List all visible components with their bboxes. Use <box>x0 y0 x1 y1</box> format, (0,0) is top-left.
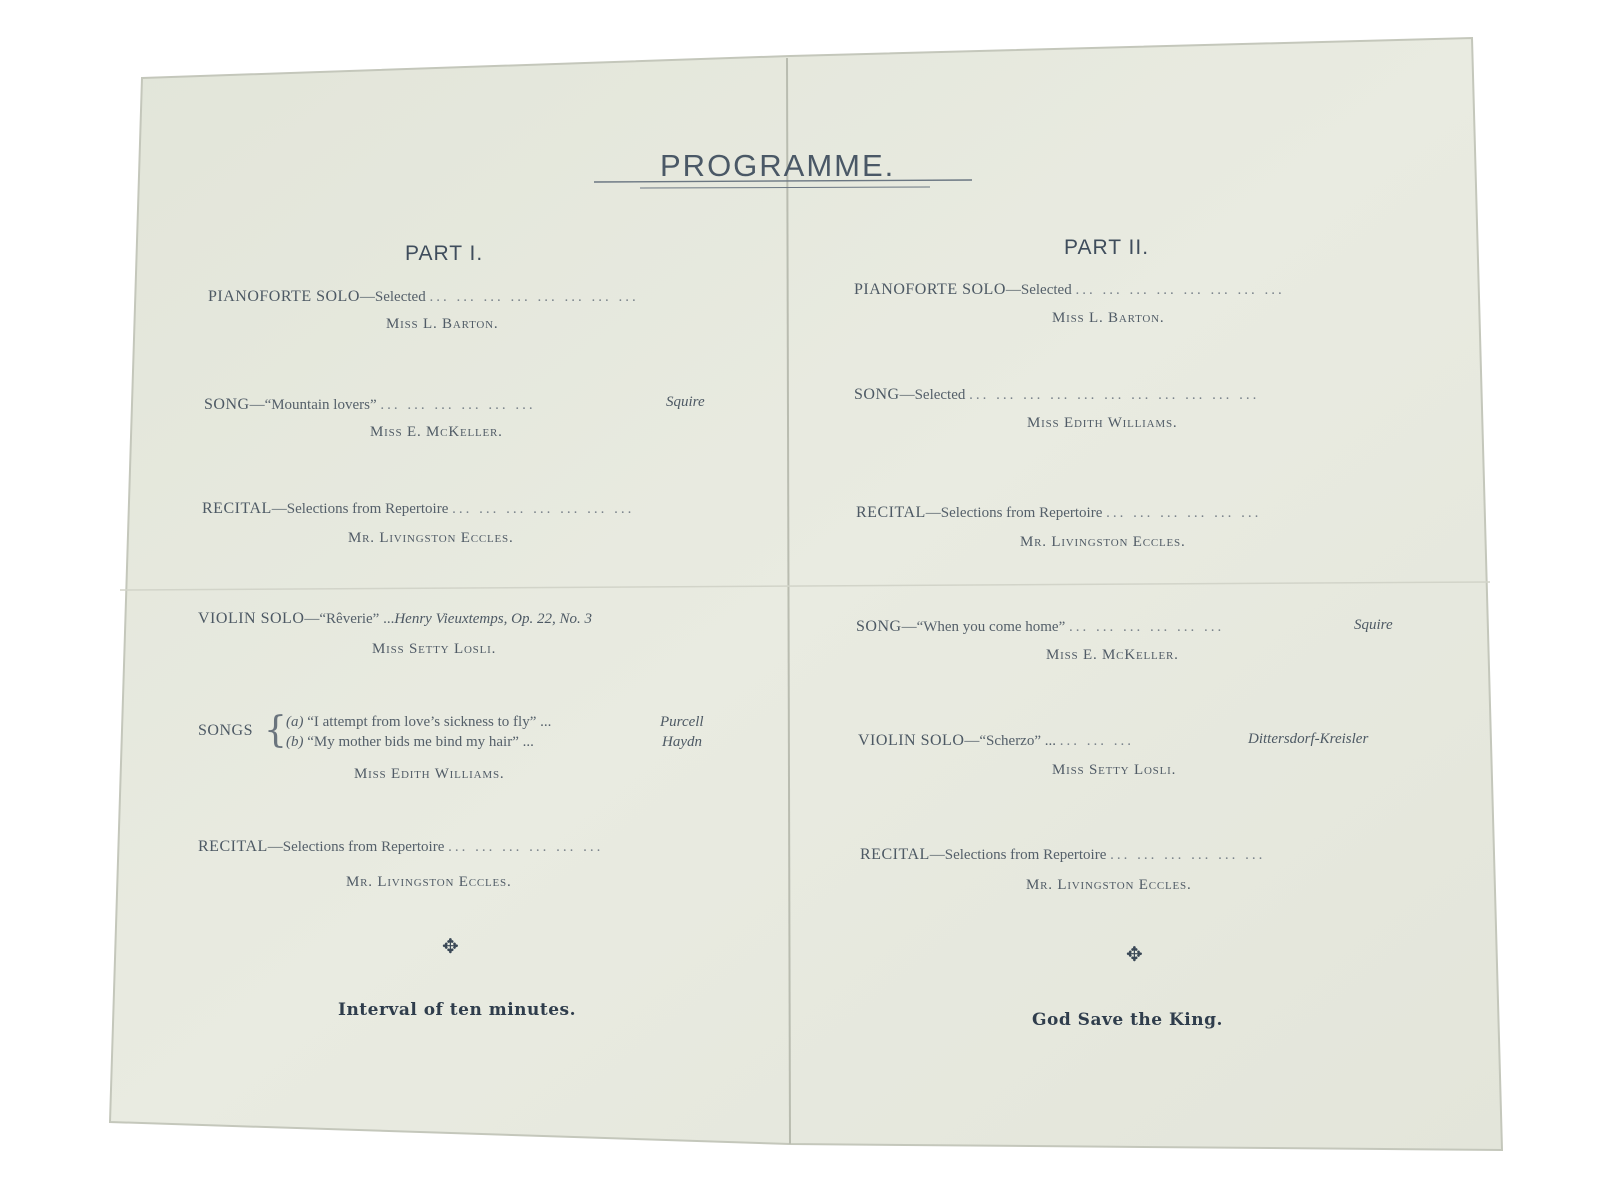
item-leaders: ... ... ... ... ... ... ... ... ... ... ... <box>969 387 1260 403</box>
part-one-item-3 <box>202 500 634 518</box>
item-piece: —“Mountain lovers” <box>249 397 377 413</box>
item-leaders: ... ... ... ... ... ... <box>1110 847 1266 863</box>
part-two-performer-3: Mr. Livingston Eccles. <box>1020 534 1186 550</box>
fleuron-icon: ✥ <box>442 934 459 958</box>
item-piece: —Selected <box>899 387 966 403</box>
part-two-item-3 <box>856 504 1261 522</box>
part-one-item-4 <box>198 610 728 628</box>
part-two-performer-4: Miss E. McKeller. <box>1046 647 1179 663</box>
part-one-heading: PART I. <box>405 242 484 265</box>
part-two-closing: God Save the King. <box>1032 1010 1223 1030</box>
part-one-songs-performer: Miss Edith Williams. <box>354 766 505 782</box>
song-b-title: “My mother bids me bind my hair” ... <box>307 734 534 750</box>
song-b-composer: Haydn <box>662 734 702 750</box>
item-piece: —Selections from Repertoire <box>929 847 1107 863</box>
item-composer: Squire <box>1354 617 1393 633</box>
song-a-marker: (a) <box>286 714 304 730</box>
item-leaders: ... ... ... ... ... ... <box>1069 619 1225 635</box>
part-one-item-2 <box>204 396 720 414</box>
part-one-performer-4: Miss Setty Losli. <box>372 641 497 657</box>
part-two-performer-6: Mr. Livingston Eccles. <box>1026 877 1192 893</box>
part-two-item-1 <box>854 281 1285 299</box>
item-piece: —Selections from Repertoire <box>925 505 1103 521</box>
part-one-item-1 <box>208 288 639 306</box>
part-two-item-4 <box>856 618 1412 636</box>
part-one-songs <box>198 712 722 752</box>
item-leaders: ... ... ... ... ... ... <box>448 839 604 855</box>
item-type: RECITAL <box>860 846 930 863</box>
part-two-item-2 <box>854 386 1259 404</box>
item-piece: —Selected <box>359 289 426 305</box>
part-two-performer-1: Miss L. Barton. <box>1052 310 1165 326</box>
part-two-item-5 <box>858 732 1414 750</box>
item-type: VIOLIN SOLO <box>858 732 965 749</box>
item-type: RECITAL <box>856 504 926 521</box>
item-leaders: ... ... ... <box>1059 733 1135 749</box>
item-leaders: ... ... ... ... ... ... <box>380 397 536 413</box>
item-type: VIOLIN SOLO <box>198 610 305 627</box>
part-one-performer-3: Mr. Livingston Eccles. <box>348 530 514 546</box>
item-type: PIANOFORTE SOLO <box>208 288 360 305</box>
item-type: RECITAL <box>198 838 268 855</box>
item-piece: —“Scherzo” ... <box>964 733 1057 749</box>
fleuron-icon: ✥ <box>1126 942 1143 966</box>
item-type: RECITAL <box>202 500 272 517</box>
item-piece: —Selected <box>1005 282 1072 298</box>
song-a-composer: Purcell <box>660 714 704 730</box>
part-two-heading: PART II. <box>1064 236 1150 259</box>
part-one-performer-2: Miss E. McKeller. <box>370 424 503 440</box>
item-composer: Henry Vieuxtemps, Op. 22, No. 3 <box>394 611 592 627</box>
part-one-closing: Interval of ten minutes. <box>338 1000 577 1020</box>
item-piece: —“Rêverie” ... <box>304 611 395 627</box>
part-one-performer-6: Mr. Livingston Eccles. <box>346 874 512 890</box>
item-type: SONG <box>856 618 902 635</box>
part-two-performer-5: Miss Setty Losli. <box>1052 762 1177 778</box>
songs-label: SONGS <box>198 722 253 739</box>
item-leaders: ... ... ... ... ... ... ... <box>452 501 635 517</box>
item-composer: Squire <box>666 394 705 410</box>
song-b-marker: (b) <box>286 734 304 750</box>
song-b <box>286 734 720 751</box>
song-a-title: “I attempt from love’s sickness to fly” ... <box>307 714 552 730</box>
item-piece: —Selections from Repertoire <box>271 501 449 517</box>
item-type: SONG <box>854 386 900 403</box>
part-two-performer-2: Miss Edith Williams. <box>1027 415 1178 431</box>
item-type: PIANOFORTE SOLO <box>854 281 1006 298</box>
programme-title: PROGRAMME. <box>660 148 896 183</box>
item-piece: —Selections from Repertoire <box>267 839 445 855</box>
item-piece: —“When you come home” <box>901 619 1066 635</box>
item-leaders: ... ... ... ... ... ... ... ... <box>1075 282 1285 298</box>
item-leaders: ... ... ... ... ... ... <box>1106 505 1262 521</box>
item-type: SONG <box>204 396 250 413</box>
item-composer: Dittersdorf-Kreisler <box>1248 731 1369 747</box>
item-leaders: ... ... ... ... ... ... ... ... <box>429 289 639 305</box>
brace-icon: { <box>264 710 287 751</box>
part-two-item-6 <box>860 846 1265 864</box>
part-one-item-6 <box>198 838 603 856</box>
part-one-performer-1: Miss L. Barton. <box>386 316 499 332</box>
song-a <box>286 714 720 731</box>
